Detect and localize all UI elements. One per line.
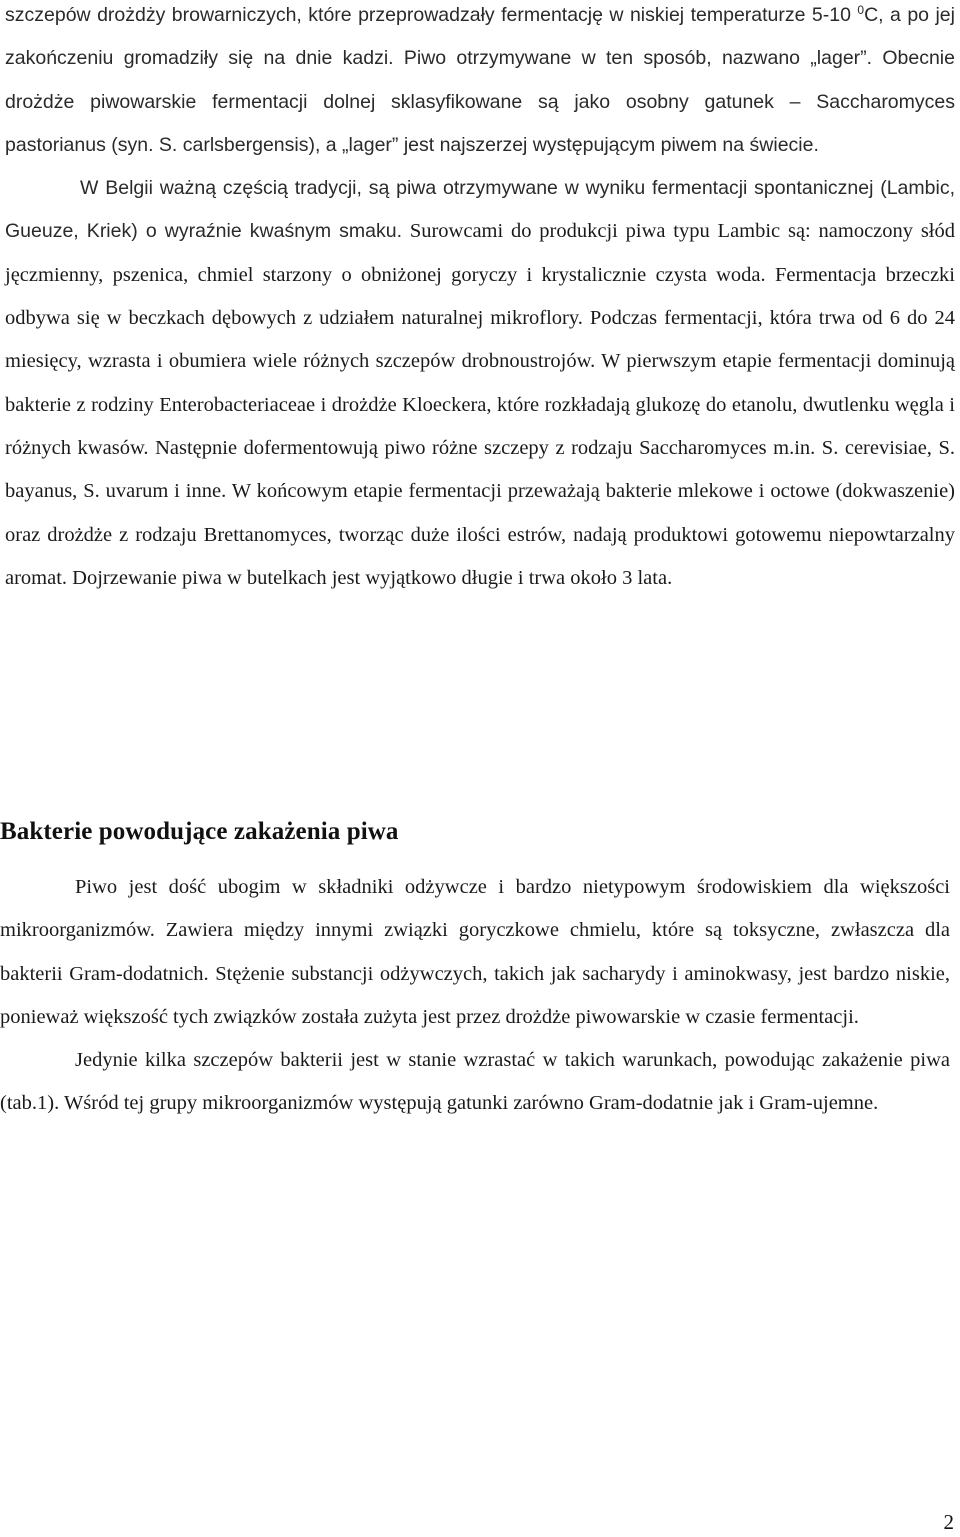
document-page — [5, 0, 955, 600]
paragraph-lambic-body: Surowcami do produkcji piwa typu Lambic są: namoczony słód jęczmienny, pszenica, chmiel starzony o obniżonej goryczy i krystalicznie czysta woda. Fermentacja brzeczki odbywa się w beczkach dębowych z udziałem naturalnej mikroflory. Podczas fermentacji, która trwa od 6 do 24 miesięcy, wzrasta i obumiera wiele różnych szczepów drobnoustrojów. W pierwszym etapie fermentacji dominują bakterie z rodziny Enterobacteriaceae i drożdże Kloeckera, które rozkładają glukozę do etanolu, dwutlenku węgla i różnych kwasów. Następnie dofermentowują piwo różne szczepy z rodzaju Saccharomyces m.in. S. cerevisiae, S. bayanus, S. uvarum i inne. W końcowym etapie fermentacji przeważają bakterie mlekowe i octowe (dokwaszenie) oraz drożdże z rodzaju Brettanomyces, tworząc duże ilości estrów, nadają produktowi gotowemu niepowtarzalny aromat. Dojrzewanie piwa w butelkach jest wyjątkowo długie i trwa około 3 lata. — [5, 220, 955, 589]
paragraph-contamination: Jedynie kilka szczepów bakterii jest w stanie wzrastać w takich warunkach, powodując zakażenie piwa (tab.1). Wśród tej grupy mikroorganizmów występują gatunki zarówno Gram-dodatnie jak i Gram-ujemne. — [0, 1049, 950, 1115]
paragraph-lager-text-a: szczepów drożdży browarniczych, które przeprowadzały fermentację w niskiej temperaturze 5-10 — [5, 4, 858, 26]
paragraph-nutrients: Piwo jest dość ubogim w składniki odżywcze i bardzo nietypowym środowiskiem dla większości mikroorganizmów. Zawiera między innymi związki goryczkowe chmielu, które są toksyczne, zwłaszcza dla bakterii Gram-dodatnich. Stężenie substancji odżywczych, takich jak sacharydy i aminokwasy, jest bardzo niskie, ponieważ większość tych związków została zużyta jest przez drożdże piwowarskie w czasie fermentacji. — [0, 876, 950, 1028]
paragraph-lambic-intro: W Belgii ważną częścią tradycji, są piwa otrzymywane w wyniku fermentacji spontanicznej (Lambic, Gueuze, Kriek) o wyraźnie kwaśnym smaku. — [5, 177, 955, 243]
section-heading: Bakterie powodujące zakażenia piwa — [0, 818, 399, 845]
section-body — [0, 866, 950, 1126]
paragraph-lager — [5, 0, 955, 167]
degree-superscript: 0 — [857, 3, 865, 17]
paragraph-lager-text-b: C, a po jej zakończeniu gromadziły się na dnie kadzi. Piwo otrzymywane w ten sposób, nazwano „lager”. Obecnie drożdże piwowarskie fermentacji dolnej sklasyfikowane są jako osobny gatunek – Saccharomyces pastorianus (syn. S. carlsbergensis), a „lager” jest najszerzej występującym piwem na świecie. — [5, 4, 955, 156]
page-number: 2 — [943, 1510, 954, 1534]
paragraph-lambic — [5, 167, 955, 600]
